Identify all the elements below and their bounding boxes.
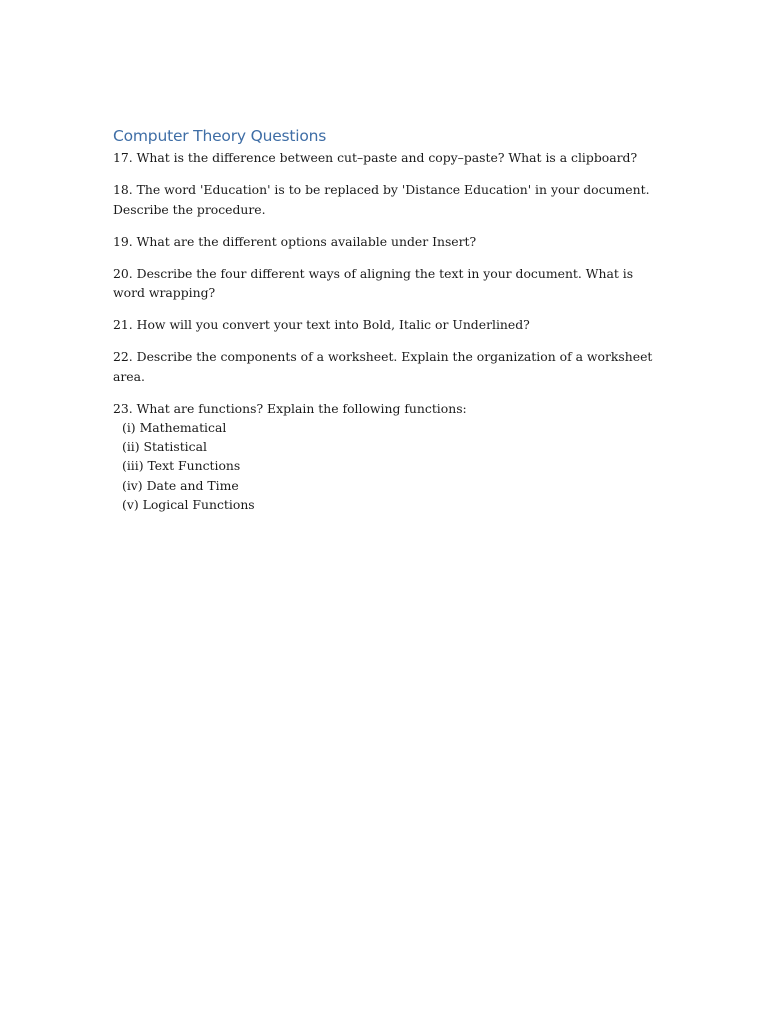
question-20: 20. Describe the four different ways of aligning the text in your document. What is word wrapping? [113,265,634,300]
list-item: (i) Mathematical [122,420,227,435]
question-22: 22. Describe the components of a worksheet. Explain the organization of a worksheet area. [113,349,653,384]
question-21: 21. How will you convert your text into Bold, Italic or Underlined? [113,317,530,332]
list-item: (iii) Text Functions [122,458,241,474]
question-18: 18. The word 'Education' is to be replaced by 'Distance Education' in your document. Describe the procedure. [113,182,650,217]
question-19: 19. What are the different options available under Insert? [113,233,477,249]
function-list [113,418,658,514]
list-item: (ii) Statistical [122,439,207,455]
question-17: 17. What is the difference between cut–paste and copy–paste? What is a clipboard? [113,150,638,165]
list-item: (v) Logical Functions [122,496,255,512]
document-body [113,126,658,514]
document-heading: Computer Theory Questions [113,127,327,145]
list-item: (iv) Date and Time [122,477,239,493]
question-23: 23. What are functions? Explain the following functions: [113,400,467,416]
